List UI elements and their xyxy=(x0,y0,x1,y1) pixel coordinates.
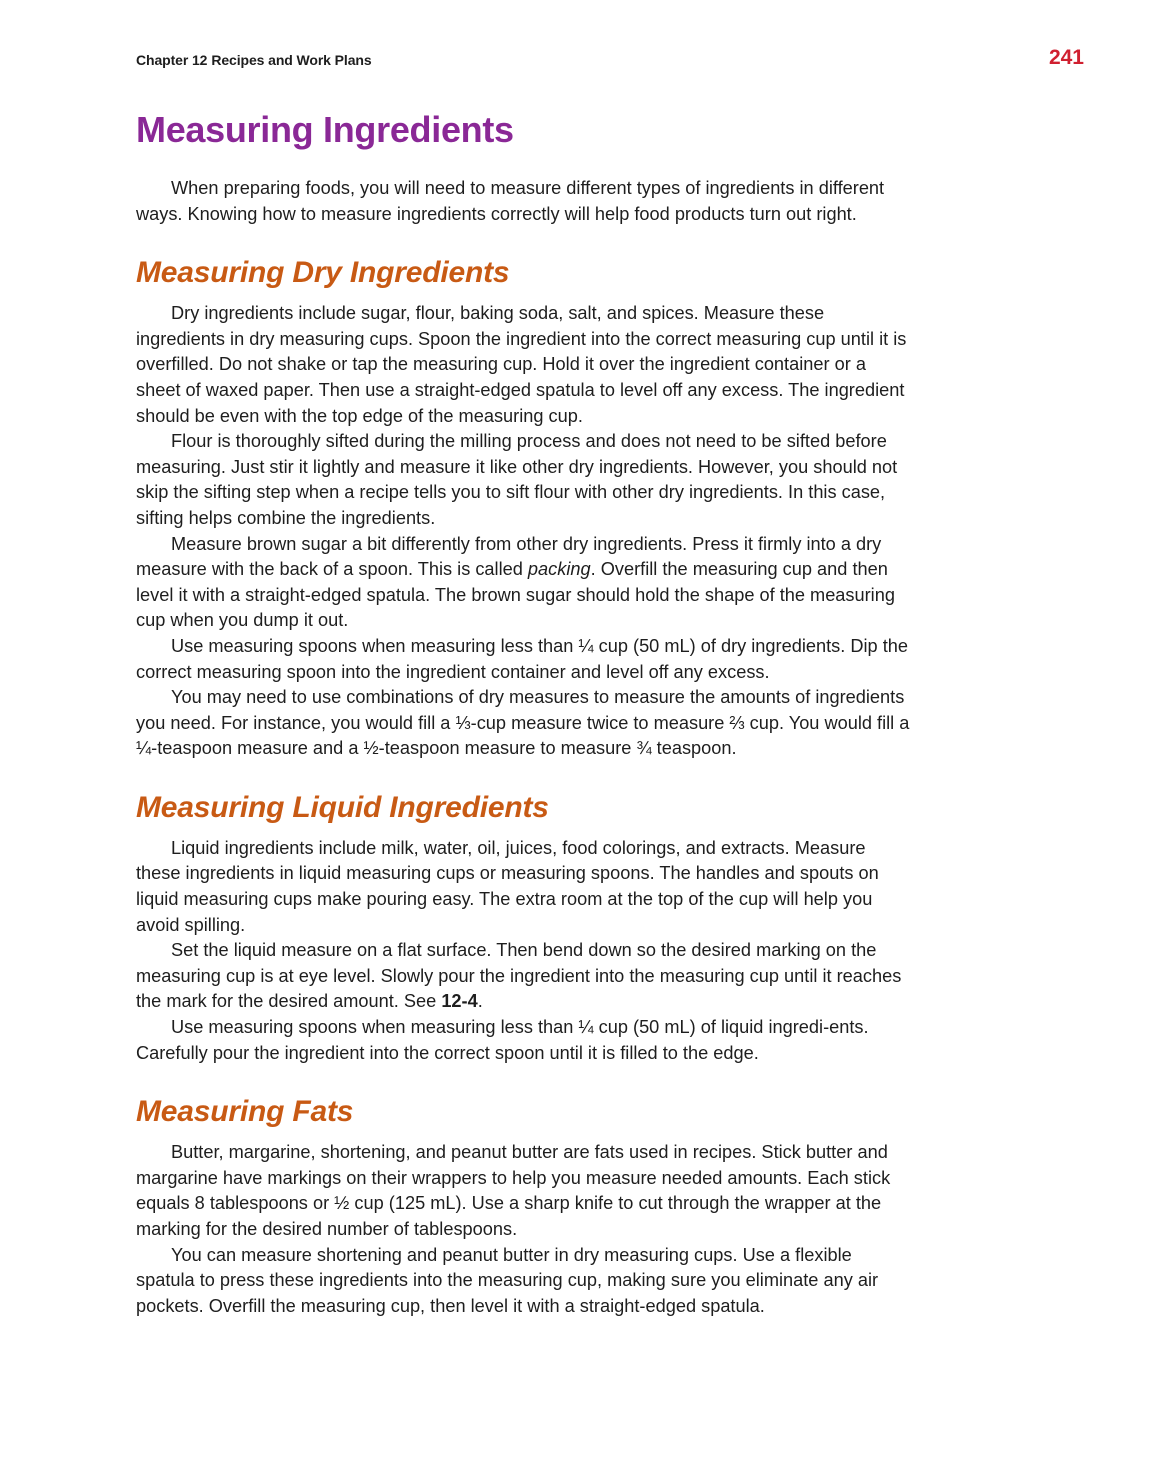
paragraph: Liquid ingredients include milk, water, oil, juices, food colorings, and extracts. Measure these ingredients in liquid measuring cups or measuring spoons. The handles and spouts on liquid measuring cups make pouring easy. The extra room at the top of the cup will help you avoid spilling. xyxy=(136,837,879,935)
chapter-number: Chapter 12 xyxy=(136,52,208,68)
page-title: Measuring Ingredients xyxy=(136,109,514,150)
paragraph xyxy=(136,938,911,1015)
chapter-title: Recipes and Work Plans xyxy=(211,52,372,68)
paragraph: Dry ingredients include sugar, flour, baking soda, salt, and spices. Measure these ingredients in dry measuring cups. Spoon the ingredient into the correct measuring cup until it is overfilled. Do not shake or tap the measuring cup. Hold it over the ingredient container or a sheet of waxed paper. Then use a straight-edged spatula to level off any excess. The ingredient should be even with the top edge of the measuring cup. xyxy=(136,303,907,426)
running-head xyxy=(136,52,372,68)
text-run: . xyxy=(477,991,483,1012)
page-body xyxy=(136,108,911,1319)
paragraph: Butter, margarine, shortening, and peanut butter are fats used in recipes. Stick butter and margarine have markings on their wrappers to help you measure needed amounts. Each stick equals 8 tablespoons or ½ cup (125 mL). Use a sharp knife to cut through the wrapper at the marking for the desired number of tablespoons. xyxy=(136,1142,891,1239)
section-heading-dry: Measuring Dry Ingredients xyxy=(136,256,510,290)
paragraph: Use measuring spoons when measuring less than ¼ cup (50 mL) of dry ingredients. Dip the correct measuring spoon into the ingredient container and level off any excess. xyxy=(136,635,908,682)
figure-reference: 12-4 xyxy=(441,991,478,1012)
paragraph: You can measure shortening and peanut butter in dry measuring cups. Use a flexible spatula to press these ingredients into the measuring cup, making sure you eliminate any air pockets. Overfill the measuring cup, then level it with a straight-edged spatula. xyxy=(136,1244,879,1316)
section-heading-liquid: Measuring Liquid Ingredients xyxy=(136,790,549,824)
text-run: Set the liquid measure on a flat surface. Then bend down so the desired marking on the measuring cup is at eye level. Slowly pour the ingredient into the measuring cup until it reaches the mark for the desired amount. See xyxy=(136,940,902,1012)
intro-paragraph: When preparing foods, you will need to measure different types of ingredients in different ways. Knowing how to measure ingredients correctly will help food products turn out right. xyxy=(136,178,885,224)
term-packing: packing xyxy=(527,559,591,580)
paragraph: Flour is thoroughly sifted during the milling process and does not need to be sifted before measuring. Just stir it lightly and measure it like other dry ingredients. However, you should not skip the sifting step when a recipe tells you to sift flour with other dry ingredients. In this case, sifting helps combine the ingredients. xyxy=(136,431,898,528)
section-heading-fats: Measuring Fats xyxy=(136,1095,354,1129)
paragraph: Use measuring spoons when measuring less than ¼ cup (50 mL) of liquid ingredi-ents. Carefully pour the ingredient into the correct spoon until it is filled to the edge. xyxy=(136,1017,869,1063)
text-run: Measure brown sugar a bit differently from other dry ingredients. Press it firmly into a dry measure with the back of a spoon. This is called xyxy=(136,533,882,580)
paragraph: You may need to use combinations of dry measures to measure the amounts of ingredients you need. For instance, you would fill a ⅓-cup measure twice to measure ⅔ cup. You would fill a ¼-teaspoon measure and a ½-teaspoon measure to measure ¾ teaspoon. xyxy=(136,687,910,759)
paragraph xyxy=(136,532,911,634)
text-run: . Overfill the measuring cup and then level it with a straight-edged spatula. The brown sugar should hold the shape of the measuring cup when you dump it out. xyxy=(136,559,895,631)
page-number: 241 xyxy=(1048,46,1084,69)
